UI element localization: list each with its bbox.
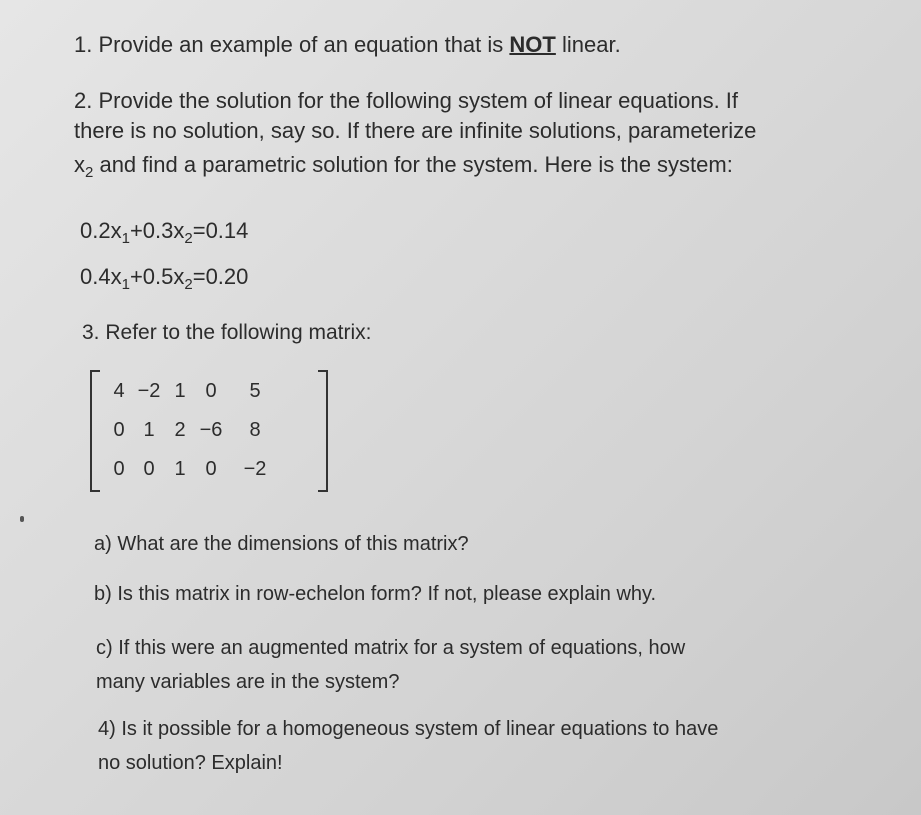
matrix [90, 370, 328, 492]
matrix-cell: −6 [199, 419, 223, 441]
matrix-cell: 1 [174, 380, 186, 402]
matrix-cell: 0 [205, 380, 217, 402]
question-1-text: 1. Provide an example of an equation that is [74, 32, 510, 57]
question-1-emphasis: NOT [509, 32, 556, 57]
question-2-line-2: there is no solution, say so. If there are infinite solutions, parameterize [74, 118, 757, 143]
question-1-end: linear. [555, 32, 621, 57]
matrix-left-bracket [90, 370, 100, 492]
equation-term: +0.3x [129, 218, 185, 243]
subscript: 2 [85, 164, 94, 181]
question-3b: b) Is this matrix in row-echelon form? If not, please explain why. [94, 583, 657, 605]
subscript: 1 [121, 276, 130, 293]
subscript: 1 [121, 230, 130, 247]
equation-term: 0.2x [80, 218, 122, 243]
matrix-cell: 0 [143, 458, 155, 480]
matrix-row-3 [108, 458, 280, 481]
matrix-cell: 0 [113, 458, 125, 480]
subscript: 2 [184, 230, 193, 247]
matrix-cell: 2 [174, 419, 186, 441]
equation-term: +0.5x [129, 264, 185, 289]
question-3a: a) What are the dimensions of this matrix? [94, 533, 469, 555]
matrix-right-bracket [318, 370, 328, 492]
matrix-cell: 0 [205, 458, 217, 480]
matrix-cell: 1 [143, 419, 155, 441]
matrix-cell: 5 [249, 380, 261, 402]
matrix-row-2 [108, 419, 280, 442]
question-4-line-1: 4) Is it possible for a homogeneous system of linear equations to have [98, 718, 719, 740]
question-3c-line-1: c) If this were an augmented matrix for a system of equations, how [96, 637, 686, 659]
question-2-line-3 [74, 152, 733, 181]
matrix-cell: 1 [174, 458, 186, 480]
variable-x: x [74, 152, 85, 177]
question-2-line-1: 2. Provide the solution for the following system of linear equations. If [74, 88, 739, 113]
question-3-title: 3. Refer to the following matrix: [82, 321, 372, 344]
equation-rhs: =0.14 [192, 218, 249, 243]
matrix-cell: 0 [113, 419, 125, 441]
matrix-cell: −2 [243, 458, 267, 480]
equation-rhs: =0.20 [192, 264, 249, 289]
matrix-row-1 [108, 380, 280, 403]
stray-mark [20, 516, 24, 522]
question-1 [74, 32, 621, 58]
question-4-line-2: no solution? Explain! [98, 752, 283, 774]
equation-term: 0.4x [80, 264, 122, 289]
equation-2 [80, 264, 249, 293]
question-2-line-3-text: and find a parametric solution for the system. Here is the system: [93, 152, 733, 177]
question-3c-line-2: many variables are in the system? [96, 671, 400, 693]
matrix-cell: −2 [137, 380, 161, 402]
matrix-cell: 8 [249, 419, 261, 441]
subscript: 2 [184, 276, 193, 293]
equation-1 [80, 218, 249, 247]
matrix-cell: 4 [113, 380, 125, 402]
